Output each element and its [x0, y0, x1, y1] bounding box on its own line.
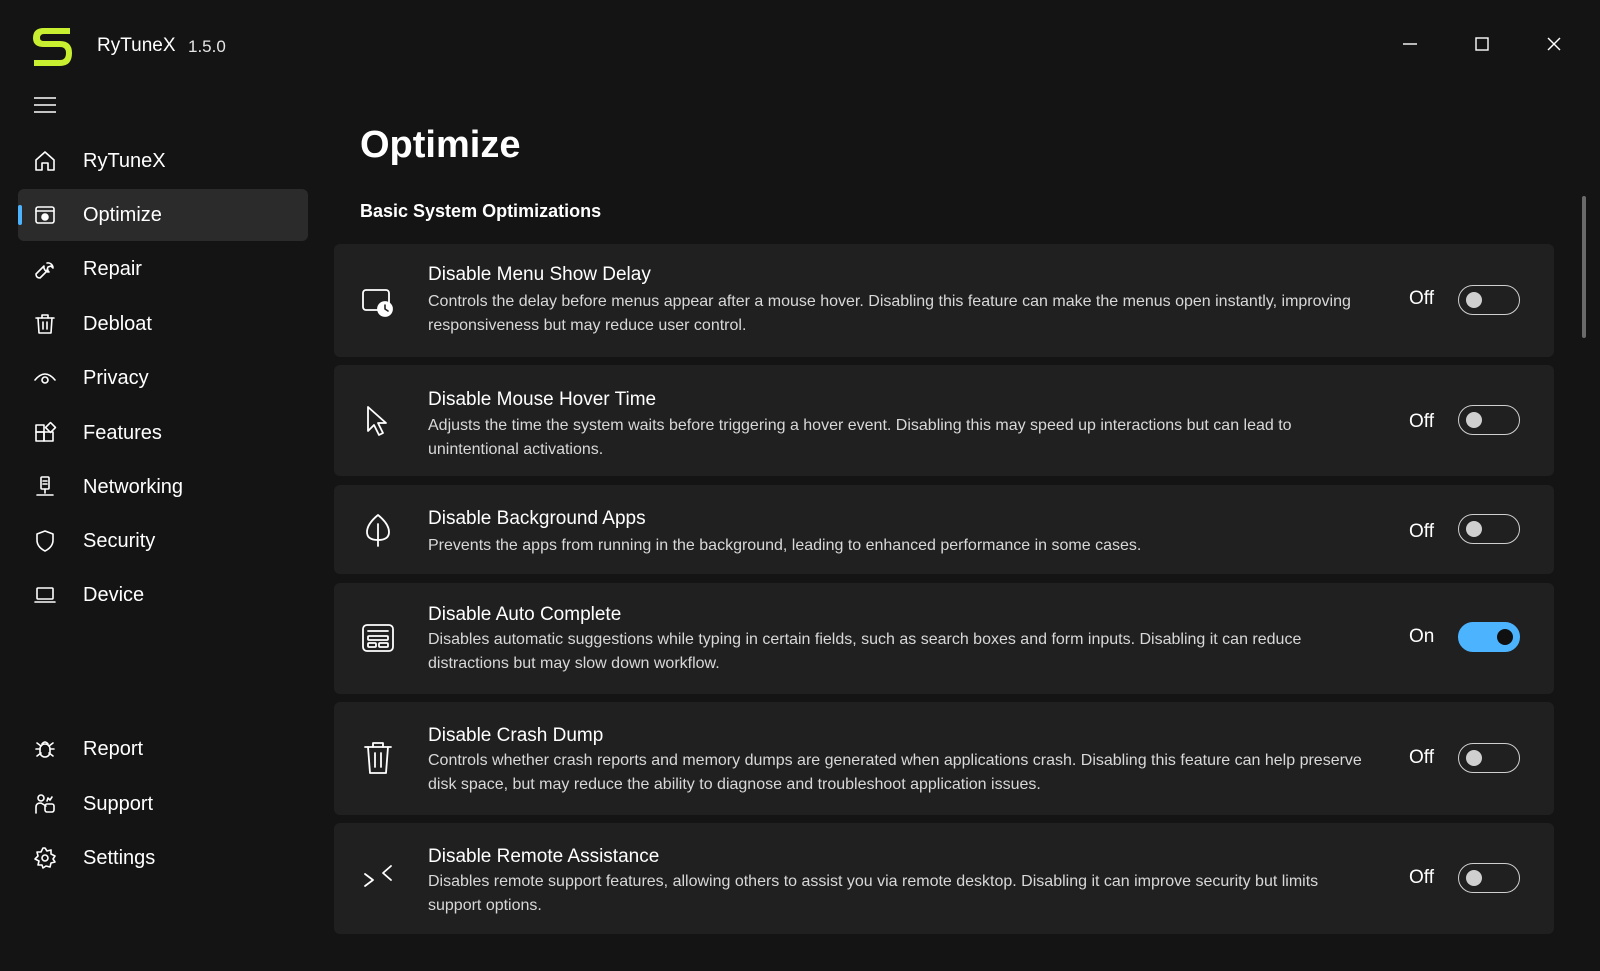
toggle-state-label: Off	[1409, 288, 1434, 309]
title-bar	[0, 0, 1600, 92]
scrollbar-thumb[interactable]	[1582, 196, 1586, 338]
sidebar-item-features[interactable]	[18, 407, 308, 459]
sidebar-item-label: Repair	[83, 258, 142, 280]
maximize-icon	[1473, 35, 1491, 53]
minimize-icon	[1401, 35, 1419, 53]
toggle-knob	[1466, 412, 1482, 428]
gear-icon	[32, 845, 58, 871]
toggle-knob	[1466, 870, 1482, 886]
sidebar-item-support[interactable]	[18, 778, 308, 830]
sidebar-item-debloat[interactable]	[18, 298, 308, 350]
sidebar-item-label: Device	[83, 584, 145, 606]
sidebar-item-label: Security	[83, 530, 156, 552]
shield-icon	[32, 528, 58, 554]
toggle-switch[interactable]	[1458, 285, 1520, 315]
close-icon	[1545, 35, 1563, 53]
option-card-background-apps	[334, 485, 1554, 574]
toggle-knob	[1466, 521, 1482, 537]
laptop-icon	[32, 582, 58, 608]
app-version: 1.5.0	[188, 37, 226, 56]
sidebar-item-label: Report	[83, 738, 144, 760]
active-indicator	[18, 205, 22, 225]
sidebar-item-device[interactable]	[18, 569, 308, 621]
toggle-state-label: Off	[1409, 747, 1434, 768]
cursor-icon	[358, 401, 398, 441]
hamburger-icon	[32, 95, 58, 115]
toggle-state-label: Off	[1409, 521, 1434, 542]
toggle-switch[interactable]	[1458, 622, 1520, 652]
option-description: Prevents the apps from running in the background, leading to enhanced performance in some cases.	[428, 537, 1142, 554]
toggle-knob	[1466, 292, 1482, 308]
bug-icon	[32, 736, 58, 762]
apps-icon	[32, 420, 58, 446]
sidebar-item-optimize[interactable]	[18, 189, 308, 241]
page-title: Optimize	[360, 124, 521, 166]
toggle-knob	[1497, 629, 1513, 645]
sidebar-item-security[interactable]	[18, 515, 308, 567]
support-icon	[32, 791, 58, 817]
toggle-state-label: Off	[1409, 867, 1434, 888]
toggle-state-label: Off	[1409, 411, 1434, 432]
home-icon	[32, 148, 58, 174]
option-card-crash-dump	[334, 702, 1554, 815]
optimize-icon	[32, 202, 58, 228]
option-card-menu-show-delay	[334, 244, 1554, 357]
sidebar-item-settings[interactable]	[18, 832, 308, 884]
option-description: Controls whether crash reports and memory dumps are generated when applications crash. Disabling this feature can help preserve disk space, but may reduce the ability to diagnose and troubleshoot application issues.	[428, 752, 1362, 793]
menu-delay-icon	[358, 281, 398, 321]
toggle-switch[interactable]	[1458, 514, 1520, 544]
form-icon	[358, 618, 398, 658]
section-title: Basic System Optimizations	[360, 201, 602, 221]
hamburger-menu-button[interactable]	[30, 92, 60, 118]
option-title: Disable Crash Dump	[428, 725, 604, 746]
option-title: Disable Remote Assistance	[428, 846, 660, 867]
maximize-button[interactable]	[1459, 24, 1505, 64]
leaf-icon	[358, 510, 398, 550]
toggle-state-label: On	[1409, 626, 1435, 647]
sidebar-item-report[interactable]	[18, 723, 308, 775]
option-card-mouse-hover-time	[334, 365, 1554, 476]
option-title: Disable Mouse Hover Time	[428, 389, 657, 410]
sidebar-item-label: Privacy	[83, 367, 149, 389]
trash-icon	[358, 738, 398, 778]
toggle-switch[interactable]	[1458, 743, 1520, 773]
sidebar-item-label: Features	[83, 422, 162, 444]
sidebar-item-label: RyTuneX	[83, 150, 166, 172]
trash-icon	[32, 311, 58, 337]
option-title: Disable Auto Complete	[428, 604, 622, 625]
option-description: Disables remote support features, allowing others to assist you via remote desktop. Disabling it can improve security but limits support options.	[428, 873, 1319, 914]
sidebar-item-label: Settings	[83, 847, 156, 869]
remote-icon	[358, 859, 398, 899]
option-description: Adjusts the time the system waits before triggering a hover event. Disabling this may speed up interactions but can lead to unintentional activations.	[428, 417, 1292, 458]
sidebar-item-label: Debloat	[83, 313, 152, 335]
option-card-auto-complete	[334, 583, 1554, 694]
sidebar-item-label: Networking	[83, 476, 184, 498]
eye-icon	[32, 365, 58, 391]
sidebar-item-privacy[interactable]	[18, 352, 308, 404]
wrench-icon	[32, 256, 58, 282]
option-description: Controls the delay before menus appear after a mouse hover. Disabling this feature can make the menus open instantly, improving responsiveness but may reduce user control.	[428, 293, 1351, 334]
option-title: Disable Menu Show Delay	[428, 264, 651, 285]
option-description: Disables automatic suggestions while typing in certain fields, such as search boxes and form inputs. Disabling it can reduce distractions but may slow down workflow.	[428, 631, 1302, 672]
sidebar-item-label: Optimize	[83, 204, 162, 226]
toggle-switch[interactable]	[1458, 405, 1520, 435]
app-logo-icon	[30, 24, 74, 70]
toggle-knob	[1466, 750, 1482, 766]
close-button[interactable]	[1531, 24, 1577, 64]
sidebar-item-networking[interactable]	[18, 461, 308, 513]
toggle-switch[interactable]	[1458, 863, 1520, 893]
network-icon	[32, 474, 58, 500]
minimize-button[interactable]	[1387, 24, 1433, 64]
app-name: RyTuneX	[97, 35, 176, 56]
sidebar-item-rytunex[interactable]	[18, 135, 308, 187]
sidebar-item-label: Support	[83, 793, 154, 815]
sidebar-item-repair[interactable]	[18, 243, 308, 295]
option-title: Disable Background Apps	[428, 508, 646, 529]
option-card-remote-assistance	[334, 823, 1554, 934]
